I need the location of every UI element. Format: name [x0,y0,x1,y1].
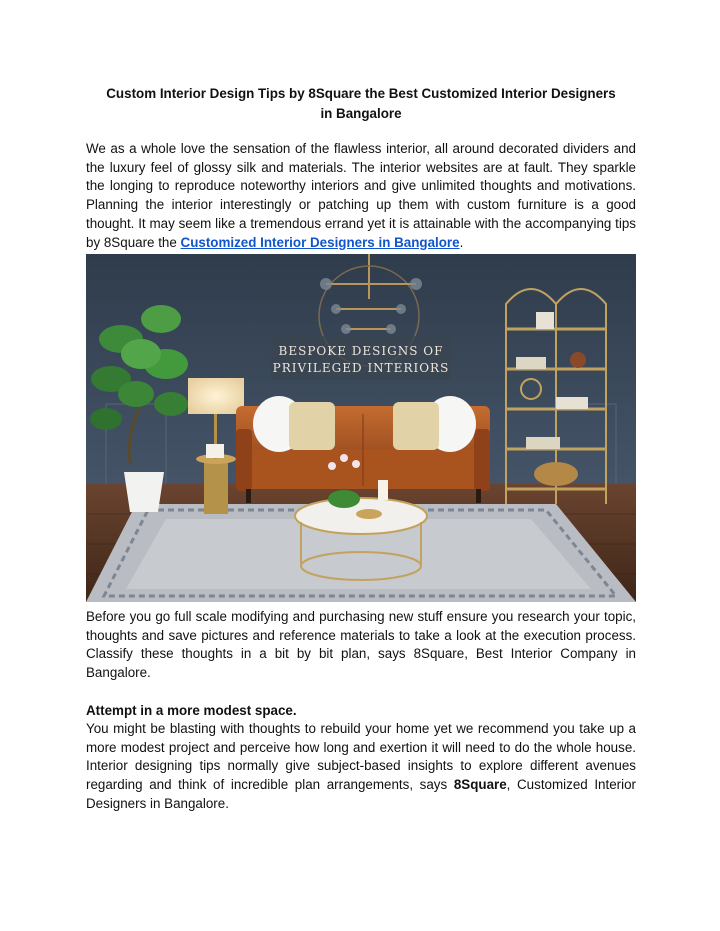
overlay-line-2: PRIVILEGED INTERIORS [272,361,450,375]
section-text-after: , Customized Interior Designers in Bangalore. [86,777,637,811]
intro-tail: . [459,234,464,250]
overlay-line-1: BESPOKE DESIGNS OF [278,344,444,358]
research-paragraph: Before you go full scale modifying and purchasing new stuff ensure you research your topic, thoughts and save pictures and reference materials to take a look at the execution process. Classify these thoughts in a bit by bit plan, says 8Square, Best Interior Company in Bangalore. [86,609,636,681]
page-title [86,84,636,124]
intro-paragraph [86,140,636,252]
title-line-1: Custom Interior Design Tips by 8Square the Best Customized Interior Designers [106,86,616,101]
title-line-2: in Bangalore [320,106,402,121]
brand-name: 8Square [453,777,507,793]
intro-text: We as a whole love the sensation of the flawless interior, all around decorated dividers and the luxury feel of glossy silk and materials. The interior websites are at fault. They sparkle the longing to reproduce noteworthy interiors and give unlimited thoughts and motivations. Planning the interior interestingly or patching up them with custom furniture is a good thought. It may seem like a tremendous errand yet it is attainable with the accompanying tips by 8Square the [86,141,636,250]
modest-space-paragraph [86,720,636,814]
section-text-before: You might be blasting with thoughts to rebuild your home yet we recommend you take up a more modest project and perceive how long and exertion it will need to do the whole house. Interior designing tips normally give subject-based insights to explore different avenues regarding and think of incredible plan arrangements, says [86,721,636,793]
designers-link[interactable]: Customized Interior Designers in Bangalore [180,234,460,250]
interior-photo [86,254,636,602]
section-heading: Attempt in a more modest space. [86,703,297,718]
